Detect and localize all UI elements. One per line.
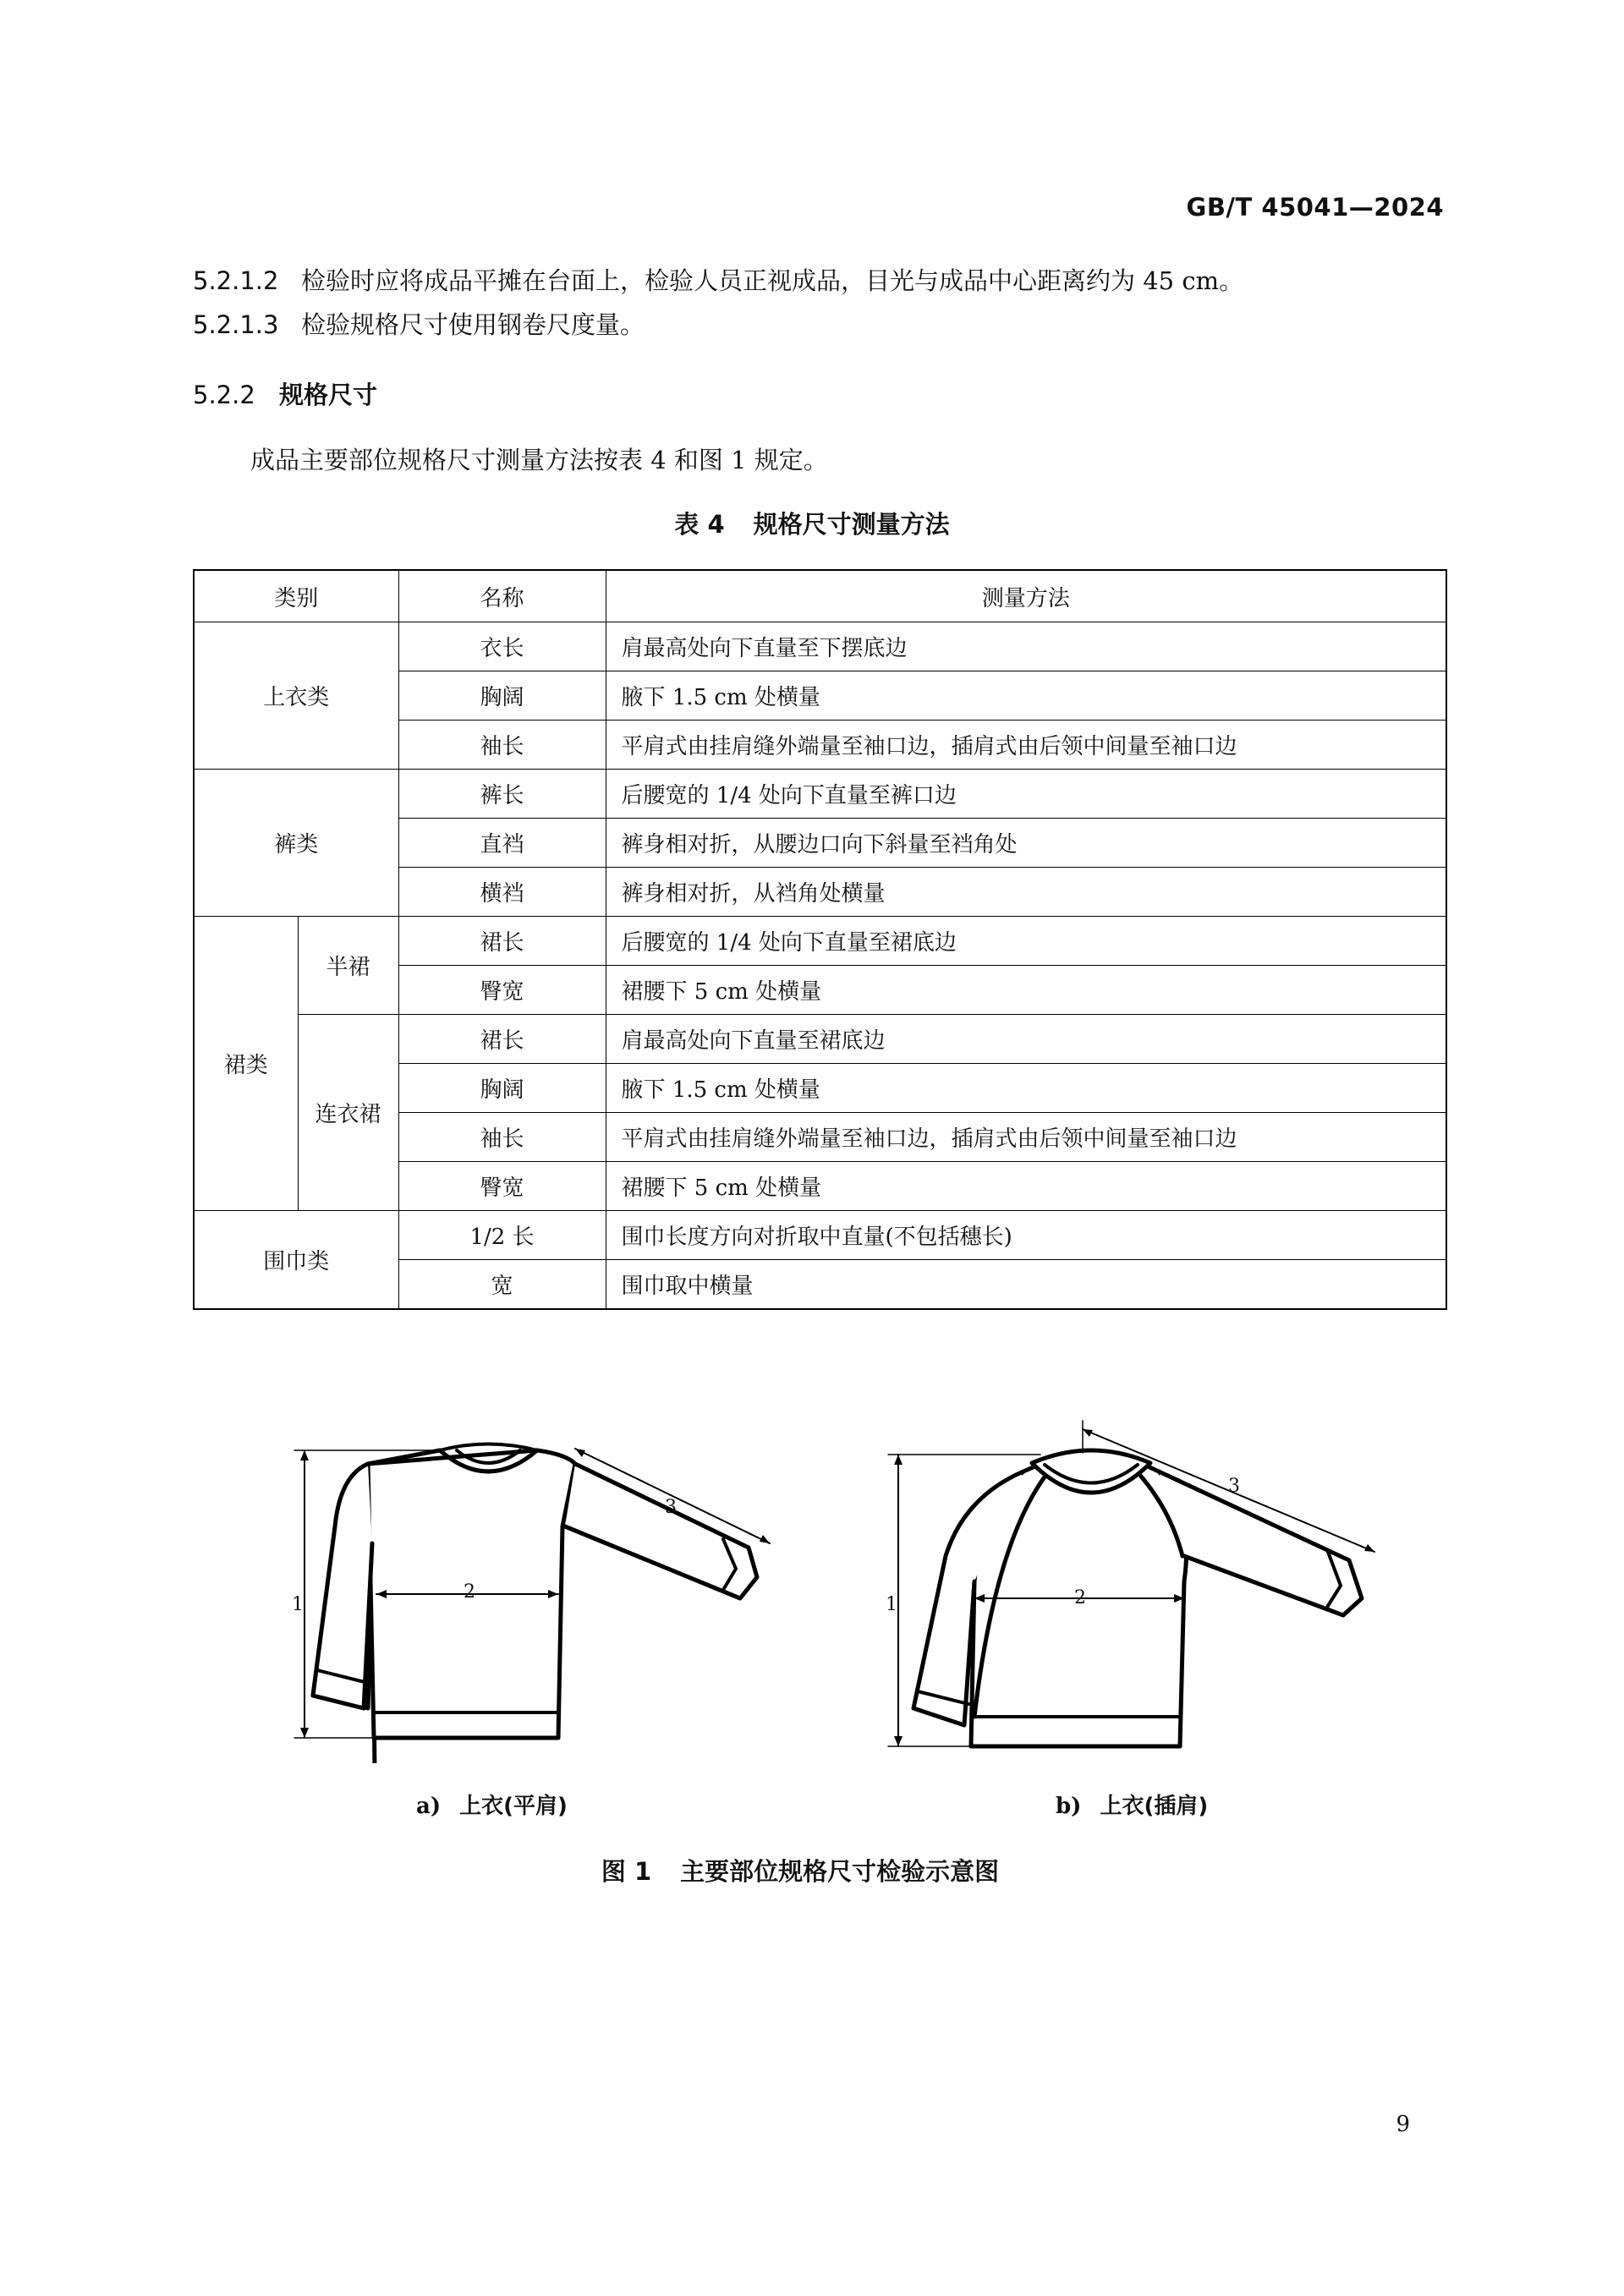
name-cell: 裙长 <box>398 917 606 966</box>
subfigure-label: a) <box>416 1794 442 1819</box>
subfigure-title: 上衣(平肩) <box>459 1794 568 1819</box>
header-category: 类别 <box>194 570 398 622</box>
name-cell: 臀宽 <box>398 966 606 1015</box>
table-header-row <box>194 570 1446 622</box>
name-cell: 衣长 <box>398 622 606 671</box>
clause-text: 检验时应将成品平摊在台面上，检验人员正视成品，目光与成品中心距离约为 45 cm。 <box>301 266 1244 295</box>
table-caption <box>0 506 1624 540</box>
header-name: 名称 <box>398 570 606 622</box>
intro-paragraph: 成品主要部位规格尺寸测量方法按表 4 和图 1 规定。 <box>250 446 828 474</box>
subfigure-label: b) <box>1056 1794 1082 1819</box>
raglan-sweater-diagram <box>880 1412 1421 1767</box>
method-cell: 裤身相对折，从裆角处横量 <box>606 868 1446 917</box>
clause-number: 5.2.1.3 <box>193 310 279 339</box>
table-row <box>194 770 1446 819</box>
method-cell: 肩最高处向下直量至下摆底边 <box>606 622 1446 671</box>
name-cell: 胸阔 <box>398 1064 606 1113</box>
clause-text: 检验规格尺寸使用钢卷尺度量。 <box>301 310 645 339</box>
table-caption-number: 表 4 <box>674 510 725 539</box>
subfigure-title: 上衣(插肩) <box>1100 1794 1209 1819</box>
method-cell: 后腰宽的 1/4 处向下直量至裙底边 <box>606 917 1446 966</box>
table-row <box>194 1015 1446 1064</box>
method-cell: 平肩式由挂肩缝外端量至袖口边，插肩式由后领中间量至袖口边 <box>606 1113 1446 1162</box>
category-cell: 裙类 <box>194 917 298 1211</box>
method-cell: 围巾长度方向对折取中直量(不包括穗长) <box>606 1211 1446 1260</box>
name-cell: 胸阔 <box>398 671 606 721</box>
name-cell: 裙长 <box>398 1015 606 1064</box>
standard-number: GB/T 45041—2024 <box>1186 193 1444 222</box>
figure-caption-title: 主要部位规格尺寸检验示意图 <box>680 1857 1000 1886</box>
category-cell: 围巾类 <box>194 1211 398 1310</box>
name-cell: 1/2 长 <box>398 1211 606 1260</box>
dimension-label-1: 1 <box>292 1594 304 1615</box>
dimension-label-3: 3 <box>665 1497 677 1518</box>
name-cell: 裤长 <box>398 770 606 819</box>
subfigure-b-caption <box>1056 1789 1208 1820</box>
name-cell: 袖长 <box>398 1113 606 1162</box>
name-cell: 宽 <box>398 1260 606 1310</box>
spec-table <box>193 569 1447 1310</box>
clause-5-2-1-2 <box>193 264 1243 298</box>
page-number: 9 <box>1396 2112 1410 2137</box>
method-cell: 裙腰下 5 cm 处横量 <box>606 966 1446 1015</box>
table-row <box>194 1211 1446 1260</box>
method-cell: 裙腰下 5 cm 处横量 <box>606 1162 1446 1211</box>
name-cell: 横裆 <box>398 868 606 917</box>
section-title: 规格尺寸 <box>279 381 378 409</box>
method-cell: 后腰宽的 1/4 处向下直量至裤口边 <box>606 770 1446 819</box>
flat-shoulder-sweater-diagram <box>279 1417 820 1763</box>
clause-5-2-1-3 <box>193 308 645 342</box>
method-cell: 平肩式由挂肩缝外端量至袖口边，插肩式由后领中间量至袖口边 <box>606 721 1446 770</box>
method-cell: 腋下 1.5 cm 处横量 <box>606 671 1446 721</box>
method-cell: 裤身相对折，从腰边口向下斜量至裆角处 <box>606 819 1446 868</box>
method-cell: 肩最高处向下直量至裙底边 <box>606 1015 1446 1064</box>
name-cell: 袖长 <box>398 721 606 770</box>
method-cell: 围巾取中横量 <box>606 1260 1446 1310</box>
table-caption-title: 规格尺寸测量方法 <box>753 510 950 539</box>
subfigure-a-caption <box>416 1789 568 1820</box>
figure-caption <box>0 1853 1612 1888</box>
dimension-label-1b: 1 <box>886 1594 897 1615</box>
header-method: 测量方法 <box>606 570 1446 622</box>
dimension-label-3b: 3 <box>1228 1476 1240 1497</box>
clause-number: 5.2.1.2 <box>193 266 279 295</box>
table-row <box>194 622 1446 671</box>
category-cell: 裤类 <box>194 770 398 917</box>
section-heading <box>193 376 377 411</box>
section-number: 5.2.2 <box>193 381 255 409</box>
dimension-label-2: 2 <box>464 1581 475 1603</box>
category-cell: 上衣类 <box>194 622 398 770</box>
name-cell: 臀宽 <box>398 1162 606 1211</box>
dimension-label-2b: 2 <box>1074 1587 1086 1608</box>
subcategory-cell: 半裙 <box>298 917 398 1015</box>
table-row <box>194 917 1446 966</box>
name-cell: 直裆 <box>398 819 606 868</box>
figure-caption-number: 图 1 <box>601 1857 652 1886</box>
subcategory-cell: 连衣裙 <box>298 1015 398 1211</box>
method-cell: 腋下 1.5 cm 处横量 <box>606 1064 1446 1113</box>
